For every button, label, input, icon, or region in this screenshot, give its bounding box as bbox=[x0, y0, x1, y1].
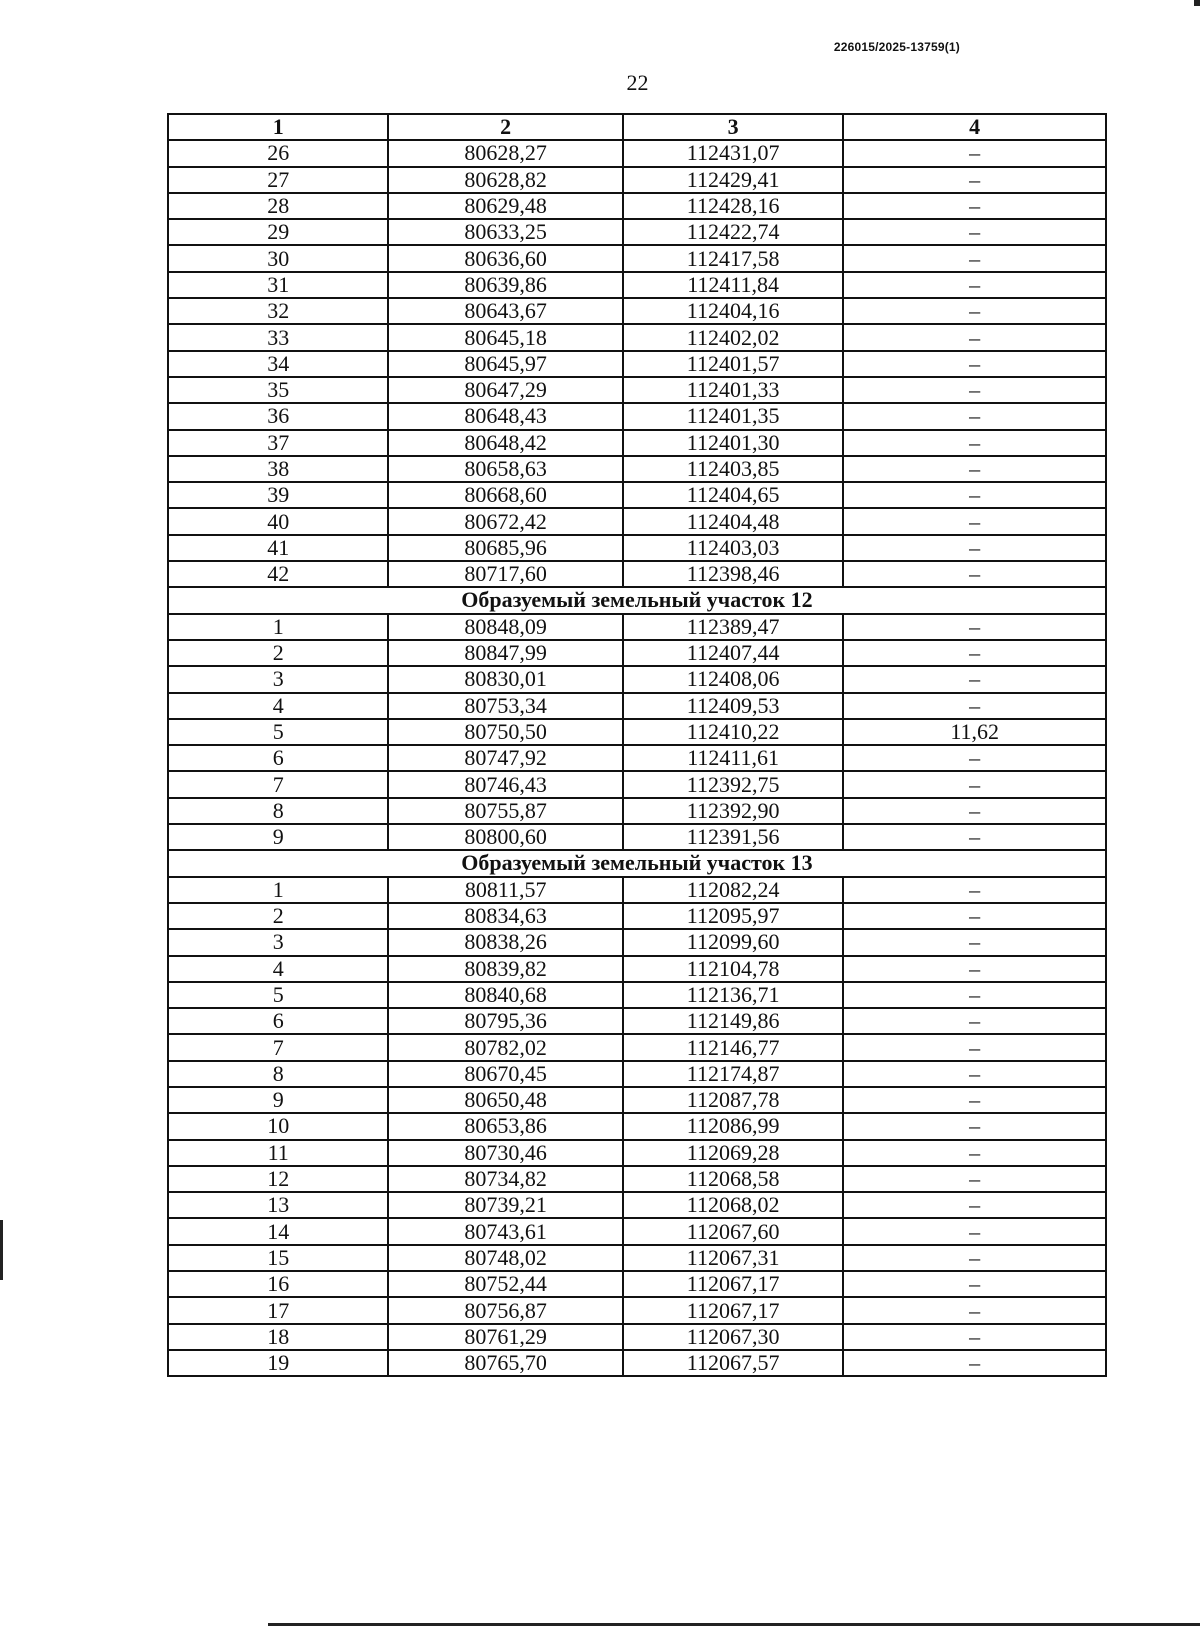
y-coordinate-cell: 112409,53 bbox=[623, 693, 843, 719]
point-number-cell: 31 bbox=[168, 272, 388, 298]
y-coordinate-cell: 112401,35 bbox=[623, 403, 843, 429]
table-row bbox=[168, 430, 1106, 456]
table-header bbox=[168, 114, 1106, 140]
value-cell: – bbox=[843, 324, 1106, 350]
table-row bbox=[168, 693, 1106, 719]
table-row bbox=[168, 745, 1106, 771]
y-coordinate-cell: 112067,17 bbox=[623, 1271, 843, 1297]
y-coordinate-cell: 112403,85 bbox=[623, 456, 843, 482]
y-coordinate-cell: 112402,02 bbox=[623, 324, 843, 350]
y-coordinate-cell: 112104,78 bbox=[623, 956, 843, 982]
x-coordinate-cell: 80629,48 bbox=[388, 193, 623, 219]
section-title: Образуемый земельный участок 13 bbox=[168, 850, 1106, 876]
value-cell: – bbox=[843, 298, 1106, 324]
table-row bbox=[168, 903, 1106, 929]
y-coordinate-cell: 112095,97 bbox=[623, 903, 843, 929]
point-number-cell: 4 bbox=[168, 693, 388, 719]
value-cell: – bbox=[843, 666, 1106, 692]
x-coordinate-cell: 80648,43 bbox=[388, 403, 623, 429]
value-cell: – bbox=[843, 824, 1106, 850]
point-number-cell: 6 bbox=[168, 745, 388, 771]
table-row bbox=[168, 929, 1106, 955]
y-coordinate-cell: 112067,17 bbox=[623, 1297, 843, 1323]
point-number-cell: 10 bbox=[168, 1113, 388, 1139]
table-row bbox=[168, 956, 1106, 982]
y-coordinate-cell: 112431,07 bbox=[623, 140, 843, 166]
x-coordinate-cell: 80668,60 bbox=[388, 482, 623, 508]
x-coordinate-cell: 80848,09 bbox=[388, 614, 623, 640]
value-cell: – bbox=[843, 771, 1106, 797]
value-cell: – bbox=[843, 456, 1106, 482]
document-registration-number: 226015/2025-13759(1) bbox=[833, 40, 960, 54]
y-coordinate-cell: 112136,71 bbox=[623, 982, 843, 1008]
scan-edge-mark bbox=[0, 1220, 3, 1280]
x-coordinate-cell: 80756,87 bbox=[388, 1297, 623, 1323]
y-coordinate-cell: 112068,02 bbox=[623, 1192, 843, 1218]
table-row bbox=[168, 719, 1106, 745]
x-coordinate-cell: 80645,18 bbox=[388, 324, 623, 350]
value-cell: – bbox=[843, 430, 1106, 456]
x-coordinate-cell: 80838,26 bbox=[388, 929, 623, 955]
value-cell: – bbox=[843, 193, 1106, 219]
y-coordinate-cell: 112086,99 bbox=[623, 1113, 843, 1139]
table-row bbox=[168, 1218, 1106, 1244]
value-cell: – bbox=[843, 167, 1106, 193]
value-cell: – bbox=[843, 956, 1106, 982]
y-coordinate-cell: 112069,28 bbox=[623, 1140, 843, 1166]
x-coordinate-cell: 80743,61 bbox=[388, 1218, 623, 1244]
table-row bbox=[168, 140, 1106, 166]
point-number-cell: 7 bbox=[168, 771, 388, 797]
point-number-cell: 41 bbox=[168, 535, 388, 561]
y-coordinate-cell: 112429,41 bbox=[623, 167, 843, 193]
point-number-cell: 12 bbox=[168, 1166, 388, 1192]
x-coordinate-cell: 80628,27 bbox=[388, 140, 623, 166]
table-row bbox=[168, 193, 1106, 219]
point-number-cell: 30 bbox=[168, 245, 388, 271]
value-cell: – bbox=[843, 1271, 1106, 1297]
x-coordinate-cell: 80811,57 bbox=[388, 877, 623, 903]
y-coordinate-cell: 112401,30 bbox=[623, 430, 843, 456]
y-coordinate-cell: 112403,03 bbox=[623, 535, 843, 561]
x-coordinate-cell: 80753,34 bbox=[388, 693, 623, 719]
value-cell: – bbox=[843, 798, 1106, 824]
column-header-4: 4 bbox=[843, 114, 1106, 140]
coordinates-table bbox=[167, 113, 1107, 1377]
table-row bbox=[168, 1087, 1106, 1113]
value-cell: – bbox=[843, 1008, 1106, 1034]
y-coordinate-cell: 112149,86 bbox=[623, 1008, 843, 1034]
value-cell: – bbox=[843, 982, 1106, 1008]
point-number-cell: 37 bbox=[168, 430, 388, 456]
y-coordinate-cell: 112401,57 bbox=[623, 351, 843, 377]
x-coordinate-cell: 80748,02 bbox=[388, 1245, 623, 1271]
table-row bbox=[168, 324, 1106, 350]
value-cell: – bbox=[843, 693, 1106, 719]
table-row bbox=[168, 1061, 1106, 1087]
point-number-cell: 3 bbox=[168, 666, 388, 692]
x-coordinate-cell: 80639,86 bbox=[388, 272, 623, 298]
y-coordinate-cell: 112174,87 bbox=[623, 1061, 843, 1087]
x-coordinate-cell: 80730,46 bbox=[388, 1140, 623, 1166]
x-coordinate-cell: 80628,82 bbox=[388, 167, 623, 193]
value-cell: – bbox=[843, 482, 1106, 508]
value-cell: – bbox=[843, 272, 1106, 298]
x-coordinate-cell: 80645,97 bbox=[388, 351, 623, 377]
table-body bbox=[168, 140, 1106, 1376]
table-row bbox=[168, 1350, 1106, 1376]
column-header-2: 2 bbox=[388, 114, 623, 140]
y-coordinate-cell: 112422,74 bbox=[623, 219, 843, 245]
table-row bbox=[168, 1140, 1106, 1166]
table-row bbox=[168, 1008, 1106, 1034]
y-coordinate-cell: 112087,78 bbox=[623, 1087, 843, 1113]
table-row bbox=[168, 298, 1106, 324]
table-row bbox=[168, 614, 1106, 640]
y-coordinate-cell: 112404,65 bbox=[623, 482, 843, 508]
scan-corner-mark bbox=[1194, 0, 1200, 6]
value-cell: – bbox=[843, 1218, 1106, 1244]
table-row bbox=[168, 1324, 1106, 1350]
x-coordinate-cell: 80643,67 bbox=[388, 298, 623, 324]
table-row bbox=[168, 824, 1106, 850]
x-coordinate-cell: 80830,01 bbox=[388, 666, 623, 692]
y-coordinate-cell: 112389,47 bbox=[623, 614, 843, 640]
point-number-cell: 28 bbox=[168, 193, 388, 219]
y-coordinate-cell: 112067,60 bbox=[623, 1218, 843, 1244]
point-number-cell: 35 bbox=[168, 377, 388, 403]
value-cell: – bbox=[843, 351, 1106, 377]
section-title: Образуемый земельный участок 12 bbox=[168, 587, 1106, 613]
y-coordinate-cell: 112401,33 bbox=[623, 377, 843, 403]
value-cell: – bbox=[843, 1324, 1106, 1350]
x-coordinate-cell: 80765,70 bbox=[388, 1350, 623, 1376]
table-row bbox=[168, 167, 1106, 193]
value-cell: – bbox=[843, 877, 1106, 903]
point-number-cell: 17 bbox=[168, 1297, 388, 1323]
point-number-cell: 5 bbox=[168, 982, 388, 1008]
point-number-cell: 19 bbox=[168, 1350, 388, 1376]
x-coordinate-cell: 80672,42 bbox=[388, 508, 623, 534]
x-coordinate-cell: 80747,92 bbox=[388, 745, 623, 771]
column-header-1: 1 bbox=[168, 114, 388, 140]
table-row bbox=[168, 1245, 1106, 1271]
value-cell: – bbox=[843, 508, 1106, 534]
point-number-cell: 38 bbox=[168, 456, 388, 482]
value-cell: – bbox=[843, 929, 1106, 955]
value-cell: – bbox=[843, 245, 1106, 271]
point-number-cell: 15 bbox=[168, 1245, 388, 1271]
x-coordinate-cell: 80650,48 bbox=[388, 1087, 623, 1113]
point-number-cell: 2 bbox=[168, 640, 388, 666]
x-coordinate-cell: 80658,63 bbox=[388, 456, 623, 482]
y-coordinate-cell: 112404,48 bbox=[623, 508, 843, 534]
value-cell: – bbox=[843, 745, 1106, 771]
value-cell: – bbox=[843, 377, 1106, 403]
table-row bbox=[168, 456, 1106, 482]
y-coordinate-cell: 112410,22 bbox=[623, 719, 843, 745]
table-row bbox=[168, 351, 1106, 377]
point-number-cell: 9 bbox=[168, 1087, 388, 1113]
value-cell: – bbox=[843, 140, 1106, 166]
table-row bbox=[168, 1166, 1106, 1192]
table-row bbox=[168, 1034, 1106, 1060]
x-coordinate-cell: 80648,42 bbox=[388, 430, 623, 456]
point-number-cell: 29 bbox=[168, 219, 388, 245]
point-number-cell: 27 bbox=[168, 167, 388, 193]
y-coordinate-cell: 112404,16 bbox=[623, 298, 843, 324]
value-cell: – bbox=[843, 1061, 1106, 1087]
x-coordinate-cell: 80834,63 bbox=[388, 903, 623, 929]
table-row bbox=[168, 403, 1106, 429]
table-row bbox=[168, 771, 1106, 797]
y-coordinate-cell: 112392,90 bbox=[623, 798, 843, 824]
table-row bbox=[168, 982, 1106, 1008]
x-coordinate-cell: 80685,96 bbox=[388, 535, 623, 561]
x-coordinate-cell: 80636,60 bbox=[388, 245, 623, 271]
point-number-cell: 6 bbox=[168, 1008, 388, 1034]
value-cell: – bbox=[843, 535, 1106, 561]
table-row bbox=[168, 1271, 1106, 1297]
x-coordinate-cell: 80795,36 bbox=[388, 1008, 623, 1034]
table-row bbox=[168, 535, 1106, 561]
value-cell: 11,62 bbox=[843, 719, 1106, 745]
value-cell: – bbox=[843, 1297, 1106, 1323]
point-number-cell: 40 bbox=[168, 508, 388, 534]
x-coordinate-cell: 80746,43 bbox=[388, 771, 623, 797]
x-coordinate-cell: 80847,99 bbox=[388, 640, 623, 666]
table-row bbox=[168, 1113, 1106, 1139]
point-number-cell: 16 bbox=[168, 1271, 388, 1297]
point-number-cell: 8 bbox=[168, 798, 388, 824]
point-number-cell: 13 bbox=[168, 1192, 388, 1218]
value-cell: – bbox=[843, 903, 1106, 929]
point-number-cell: 4 bbox=[168, 956, 388, 982]
value-cell: – bbox=[843, 640, 1106, 666]
table-row bbox=[168, 1192, 1106, 1218]
x-coordinate-cell: 80752,44 bbox=[388, 1271, 623, 1297]
y-coordinate-cell: 112411,84 bbox=[623, 272, 843, 298]
x-coordinate-cell: 80800,60 bbox=[388, 824, 623, 850]
table-row bbox=[168, 877, 1106, 903]
point-number-cell: 1 bbox=[168, 877, 388, 903]
x-coordinate-cell: 80647,29 bbox=[388, 377, 623, 403]
y-coordinate-cell: 112391,56 bbox=[623, 824, 843, 850]
header-row bbox=[168, 114, 1106, 140]
value-cell: – bbox=[843, 1245, 1106, 1271]
table-row bbox=[168, 245, 1106, 271]
y-coordinate-cell: 112398,46 bbox=[623, 561, 843, 587]
point-number-cell: 18 bbox=[168, 1324, 388, 1350]
y-coordinate-cell: 112417,58 bbox=[623, 245, 843, 271]
value-cell: – bbox=[843, 614, 1106, 640]
column-header-3: 3 bbox=[623, 114, 843, 140]
y-coordinate-cell: 112082,24 bbox=[623, 877, 843, 903]
table-row bbox=[168, 377, 1106, 403]
table-row bbox=[168, 219, 1106, 245]
y-coordinate-cell: 112146,77 bbox=[623, 1034, 843, 1060]
value-cell: – bbox=[843, 1087, 1106, 1113]
x-coordinate-cell: 80755,87 bbox=[388, 798, 623, 824]
y-coordinate-cell: 112407,44 bbox=[623, 640, 843, 666]
value-cell: – bbox=[843, 219, 1106, 245]
point-number-cell: 5 bbox=[168, 719, 388, 745]
value-cell: – bbox=[843, 561, 1106, 587]
x-coordinate-cell: 80633,25 bbox=[388, 219, 623, 245]
y-coordinate-cell: 112392,75 bbox=[623, 771, 843, 797]
x-coordinate-cell: 80761,29 bbox=[388, 1324, 623, 1350]
point-number-cell: 34 bbox=[168, 351, 388, 377]
value-cell: – bbox=[843, 1166, 1106, 1192]
point-number-cell: 3 bbox=[168, 929, 388, 955]
table-row bbox=[168, 561, 1106, 587]
value-cell: – bbox=[843, 403, 1106, 429]
table-row bbox=[168, 482, 1106, 508]
point-number-cell: 42 bbox=[168, 561, 388, 587]
x-coordinate-cell: 80782,02 bbox=[388, 1034, 623, 1060]
point-number-cell: 8 bbox=[168, 1061, 388, 1087]
point-number-cell: 1 bbox=[168, 614, 388, 640]
y-coordinate-cell: 112411,61 bbox=[623, 745, 843, 771]
table-row bbox=[168, 272, 1106, 298]
value-cell: – bbox=[843, 1034, 1106, 1060]
x-coordinate-cell: 80840,68 bbox=[388, 982, 623, 1008]
point-number-cell: 7 bbox=[168, 1034, 388, 1060]
y-coordinate-cell: 112099,60 bbox=[623, 929, 843, 955]
y-coordinate-cell: 112067,57 bbox=[623, 1350, 843, 1376]
x-coordinate-cell: 80717,60 bbox=[388, 561, 623, 587]
table-row bbox=[168, 508, 1106, 534]
value-cell: – bbox=[843, 1192, 1106, 1218]
point-number-cell: 36 bbox=[168, 403, 388, 429]
point-number-cell: 32 bbox=[168, 298, 388, 324]
table-row bbox=[168, 1297, 1106, 1323]
value-cell: – bbox=[843, 1350, 1106, 1376]
x-coordinate-cell: 80750,50 bbox=[388, 719, 623, 745]
value-cell: – bbox=[843, 1140, 1106, 1166]
table-row bbox=[168, 640, 1106, 666]
x-coordinate-cell: 80739,21 bbox=[388, 1192, 623, 1218]
section-row bbox=[168, 587, 1106, 613]
x-coordinate-cell: 80670,45 bbox=[388, 1061, 623, 1087]
point-number-cell: 33 bbox=[168, 324, 388, 350]
page-number: 22 bbox=[626, 70, 649, 95]
point-number-cell: 39 bbox=[168, 482, 388, 508]
value-cell: – bbox=[843, 1113, 1106, 1139]
y-coordinate-cell: 112067,30 bbox=[623, 1324, 843, 1350]
table-row bbox=[168, 798, 1106, 824]
point-number-cell: 11 bbox=[168, 1140, 388, 1166]
y-coordinate-cell: 112068,58 bbox=[623, 1166, 843, 1192]
x-coordinate-cell: 80734,82 bbox=[388, 1166, 623, 1192]
x-coordinate-cell: 80653,86 bbox=[388, 1113, 623, 1139]
y-coordinate-cell: 112067,31 bbox=[623, 1245, 843, 1271]
x-coordinate-cell: 80839,82 bbox=[388, 956, 623, 982]
y-coordinate-cell: 112428,16 bbox=[623, 193, 843, 219]
point-number-cell: 9 bbox=[168, 824, 388, 850]
point-number-cell: 2 bbox=[168, 903, 388, 929]
point-number-cell: 26 bbox=[168, 140, 388, 166]
point-number-cell: 14 bbox=[168, 1218, 388, 1244]
table-row bbox=[168, 666, 1106, 692]
section-row bbox=[168, 850, 1106, 876]
y-coordinate-cell: 112408,06 bbox=[623, 666, 843, 692]
